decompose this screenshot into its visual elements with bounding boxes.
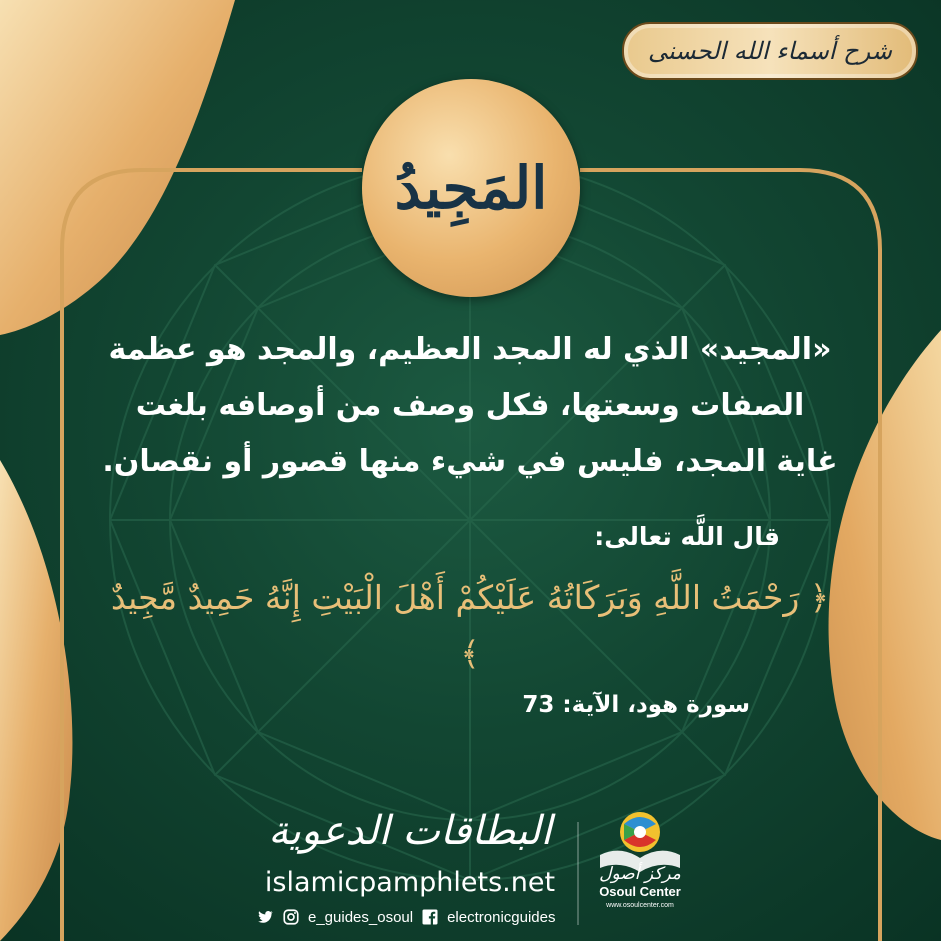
series-title-pill [622, 22, 918, 80]
osoul-arabic: مركز أصول [599, 864, 681, 884]
divine-name: المَجِيدُ [394, 154, 548, 222]
verse-ref-number: 73 [522, 692, 555, 718]
series-title: شرح أسماء الله الحسنى [648, 37, 892, 65]
social-handle-2[interactable]: electronicguides [447, 908, 556, 926]
explanation-text: «المجيد» الذي له المجد العظيم، والمجد هو عظمة الصفات وسعتها، فكل وصف من أوصافه بلغت غاية المجد، فليس في شيء منها قصور أو نقصان. [102, 332, 838, 479]
instagram-icon[interactable] [282, 908, 300, 926]
gold-panel-right [829, 330, 941, 840]
social-handle-1[interactable]: e_guides_osoul [308, 908, 414, 926]
gold-swoosh-top-left [0, 0, 235, 335]
quote-intro: قال اللَّه تعالى: [594, 522, 780, 551]
name-medallion [362, 79, 580, 297]
brand-arabic: البطاقات الدعوية [268, 808, 552, 854]
twitter-icon[interactable] [256, 908, 274, 926]
verse-reference [350, 692, 750, 718]
website-link[interactable]: islamicpamphlets.net [264, 867, 556, 898]
osoul-name: Osoul Center [599, 884, 681, 899]
facebook-icon[interactable] [421, 908, 439, 926]
osoul-url[interactable]: www.osoulcenter.com [606, 902, 674, 909]
verse-ref-label: سورة هود، الآية: [562, 692, 750, 718]
social-row [256, 906, 556, 928]
quran-verse: ﴿ رَحْمَتُ اللَّهِ وَبَرَكَاتُهُ عَلَيْكُمْ أَهْلَ الْبَيْتِ إِنَّهُ حَمِيدٌ مَّجِيدٌ ﴾ [110, 578, 830, 673]
